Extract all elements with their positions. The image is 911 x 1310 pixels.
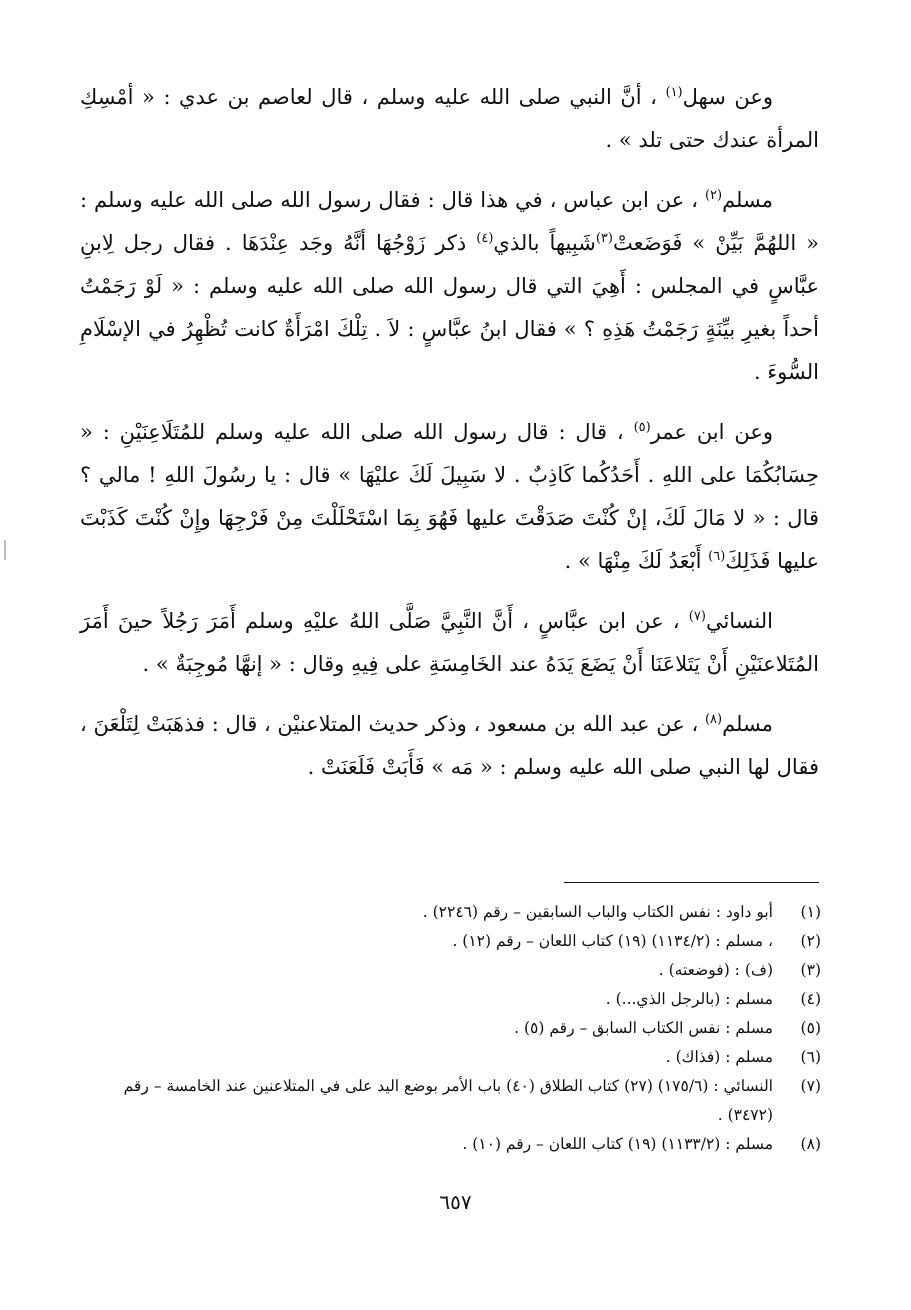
- para-lead: وعن سهل: [682, 85, 774, 109]
- footnote-number: (٦): [800, 1048, 821, 1066]
- paragraph-1: [80, 76, 819, 162]
- footnote-ref-3[interactable]: (٣): [595, 231, 613, 246]
- footnote-ref-8[interactable]: (٨): [704, 712, 723, 727]
- para-text: ، أنَّ النبي صلى الله عليه وسلم ، قال لعاصم بن عدي : « أمْسِكِ المرأة عندك حتى تلد » .: [80, 85, 819, 152]
- footnote-ref-4[interactable]: (٤): [476, 231, 494, 246]
- para-lead: النسائي: [705, 609, 773, 633]
- paragraph-5: [80, 703, 819, 789]
- footnote-ref-5[interactable]: (٥): [633, 420, 651, 435]
- footnote-item: [80, 898, 821, 927]
- footnote-text: مسلم : (فذاك) .: [665, 1048, 773, 1066]
- footnote-ref-7[interactable]: (٧): [688, 609, 706, 624]
- footnote-item: [80, 1014, 821, 1043]
- footnotes-list: [80, 898, 821, 1159]
- footnote-separator: [564, 882, 819, 883]
- paragraph-2: [80, 179, 819, 394]
- para-lead: وعن ابن عمر: [650, 420, 773, 444]
- para-text: ، عن ابن عبَّاسٍ ، أَنَّ النَّبِيَّ صَلَّى اللهُ عليْهِ وسلم أَمَرَ رَجُلاً حينَ أَمَرَ المُتَلاعنَيْنِ أَنْ يَتَلاعَنَا أَنْ يَضَعَ يَدَهُ عند الخَامِسَةِ على فِيهِ وقال : « إنهَّا مُوجِبَةٌ » .: [80, 609, 819, 676]
- footnote-item: [80, 956, 821, 985]
- footnote-text: (ف) : (فوضعته) .: [658, 961, 773, 979]
- footnote-ref-6[interactable]: (٦): [708, 549, 726, 564]
- footnote-number: (٧): [800, 1077, 821, 1095]
- footnote-text: النسائي : (١٧٥/٦) (٢٧) كتاب الطلاق (٤٠) باب الأمر بوضع اليد على في المتلاعنين عند الخامسة – رقم (٣٤٧٢) .: [123, 1077, 773, 1124]
- footnote-number: (٣): [800, 961, 821, 979]
- para-lead: مسلم: [722, 712, 773, 736]
- footnote-item: [80, 1130, 821, 1159]
- footnote-number: (١): [800, 903, 821, 921]
- page-number: ٦٥٧: [439, 1190, 472, 1214]
- footnote-number: (٤): [800, 990, 821, 1008]
- footnote-number: (٢): [800, 932, 821, 950]
- footnote-text: ، مسلم : (١١٣٤/٢) (١٩) كتاب اللعان – رقم (١٢) .: [452, 932, 773, 950]
- footnote-item: [80, 927, 821, 956]
- footnote-item: [80, 1072, 821, 1130]
- footnote-text: مسلم : نفس الكتاب السابق – رقم (٥) .: [514, 1019, 773, 1037]
- footnote-ref-2[interactable]: (٢): [704, 188, 723, 203]
- footnote-number: (٥): [800, 1019, 821, 1037]
- footnote-text: مسلم : (١١٣٣/٢) (١٩) كتاب اللعان – رقم (١٠) .: [462, 1135, 773, 1153]
- paragraph-4: [80, 600, 819, 686]
- footnote-ref-1[interactable]: (١): [665, 85, 683, 100]
- para-text: ، قال : قال رسول الله صلى الله عليه وسلم للمُتَلَاعِنَيْنِ : « حِسَابُكُمَا على اللهِ . أَحَدُكُما كَاذِبٌ . لا سَبِيلَ لَكَ عليْهَا » قال : يا رسُولَ اللهِ ! مالي ؟ قال : « لا مَالَ لَكَ، إنْ كُنْتَ صَدَقْتَ عليها فَهُوَ بِمَا اسْتَحْلَلْتَ مِنْ فَرْجِهَا وإِنْ كُنْتَ كَذَبْتَ عليها فَذَلِكَ: [80, 420, 819, 573]
- footnote-item: [80, 1043, 821, 1072]
- scan-edge-mark: [4, 540, 6, 560]
- footnote-item: [80, 985, 821, 1014]
- para-text: أَبْعَدُ لَكَ مِنْهَا » .: [564, 549, 709, 573]
- footnote-number: (٨): [800, 1135, 821, 1153]
- footnote-text: مسلم : (بالرجل الذي...) .: [605, 990, 773, 1008]
- para-text: ، عن ابن عباس ، في هذا قال : فقال رسول الله صلى الله عليه وسلم : « اللهُمَّ بَيِّنْ » فَوَضَعتْ: [80, 188, 819, 255]
- paragraph-3: [80, 411, 819, 583]
- para-text: شَبِيهاً بالذي: [493, 231, 596, 255]
- footnote-text: أبو داود : نفس الكتاب والباب السابقين – رقم (٢٢٤٦) .: [422, 903, 773, 921]
- para-lead: مسلم: [722, 188, 773, 212]
- main-text: [80, 76, 819, 789]
- para-text: ذكر زَوْجُهَا أنَّهُ وجَد عِنْدَهَا . فقال رجل لِابنِ عبَّاسٍ في المجلس : أَهِيَ التي قال رسول الله صلى الله عليه وسلم : « لَوْ رَجَمْتُ أحداً بغيرِ بيِّنَةٍ رَجَمْتُ هَذِهِ ؟ » فقال ابنُ عبَّاسٍ : لاَ . تِلْكَ امْرَأَةٌ كانت تُظْهِرُ في الإسْلَامِ السُّوءَ .: [80, 231, 819, 384]
- para-text: ، عن عبد الله بن مسعود ، وذكر حديث المتلاعنيْن ، قال : فذهَبَتْ لِتَلْعَنَ ، فقال لها النبي صلى الله عليه وسلم : « مَه » فَأَبَتْ فَلَعَنَتْ .: [80, 712, 819, 779]
